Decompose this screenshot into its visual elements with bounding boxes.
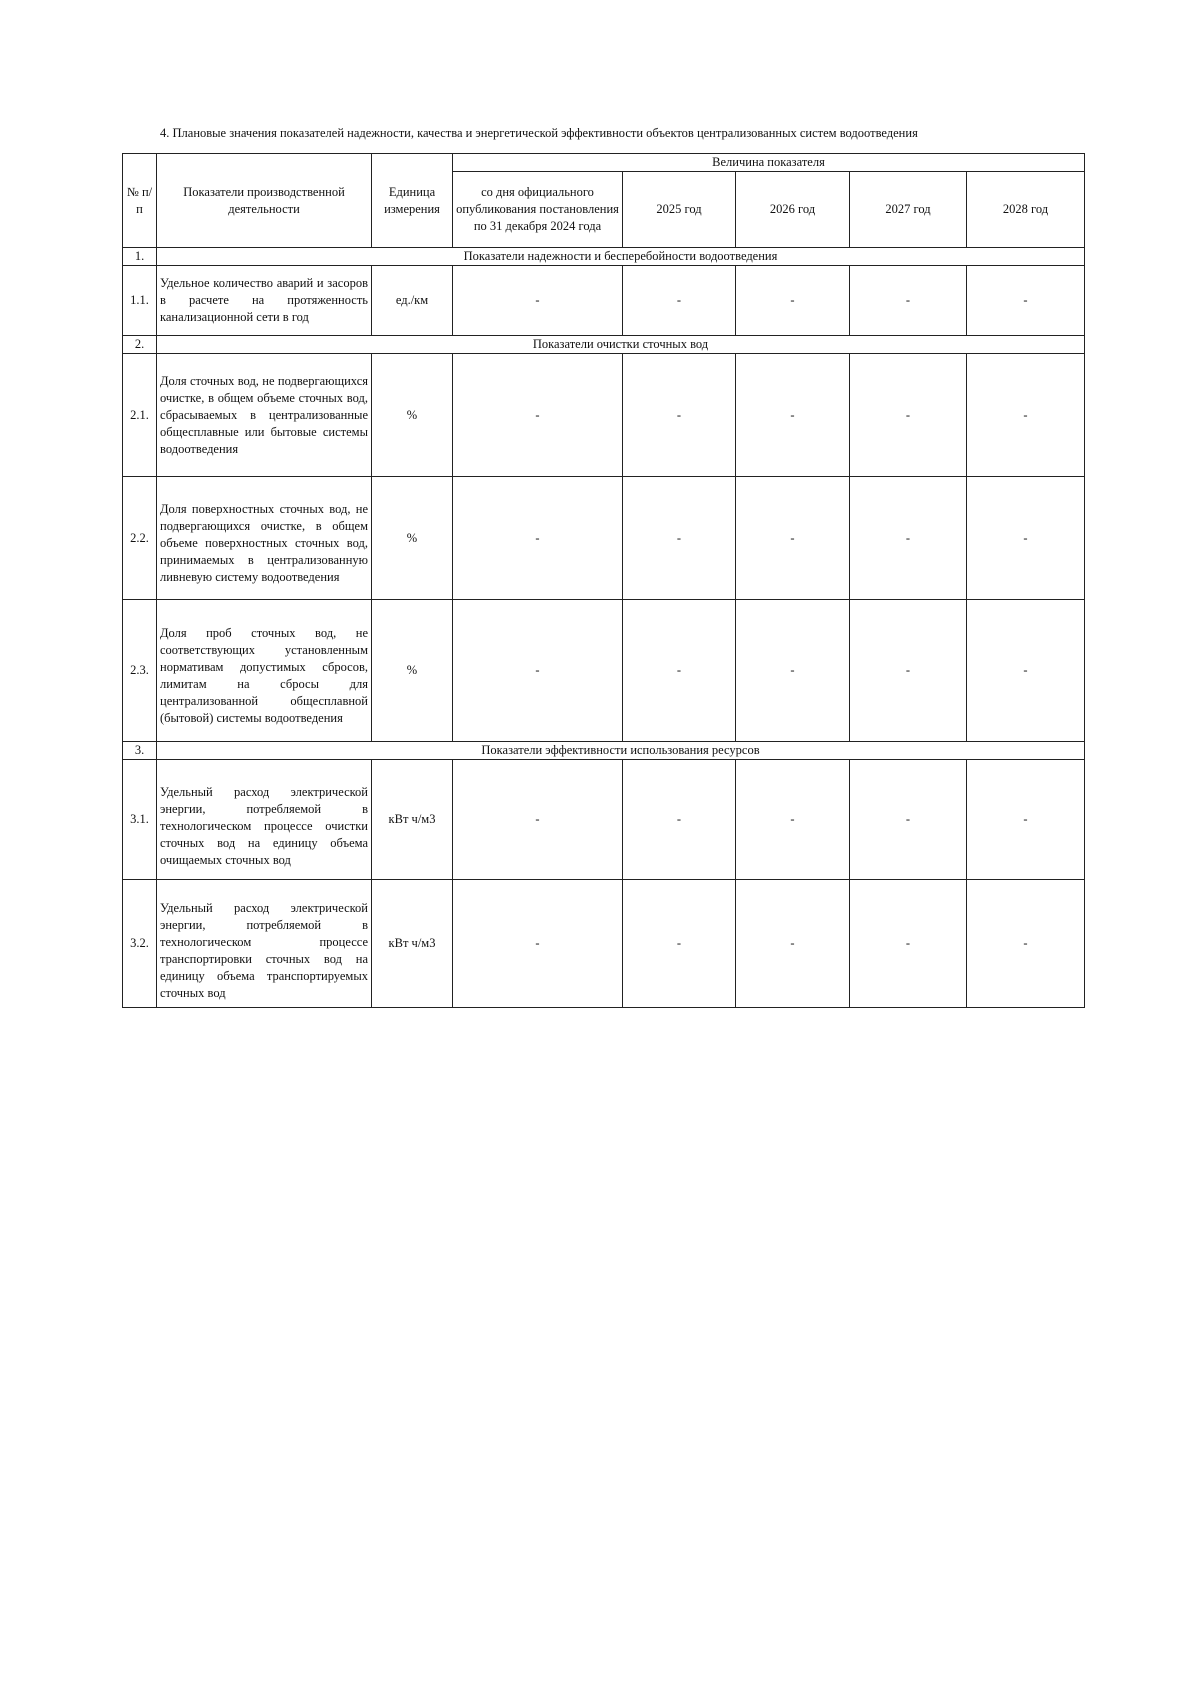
row-value: - (736, 477, 850, 600)
row-value: - (736, 600, 850, 742)
row-name: Доля поверхностных сточных вод, не подвергающихся очистке, в общем объеме поверхностных сточных вод, принимаемых в централизованную ливневую систему водоотведения (157, 477, 372, 600)
row-value: - (850, 760, 967, 880)
header-unit: Единица измерения (372, 154, 453, 248)
row-value: - (850, 266, 967, 336)
row-unit: % (372, 600, 453, 742)
row-unit: кВт ч/м3 (372, 880, 453, 1008)
section-row (123, 742, 1085, 760)
header-year-2027: 2027 год (850, 172, 967, 248)
row-num: 3.2. (123, 880, 157, 1008)
row-value: - (850, 354, 967, 477)
row-value: - (736, 760, 850, 880)
table-row (123, 600, 1085, 742)
row-value: - (850, 477, 967, 600)
header-indicator: Показатели производственной деятельности (157, 154, 372, 248)
row-unit: % (372, 477, 453, 600)
section-num: 3. (123, 742, 157, 760)
row-num: 3.1. (123, 760, 157, 880)
header-year-2026: 2026 год (736, 172, 850, 248)
row-value: - (623, 760, 736, 880)
header-year-2025: 2025 год (623, 172, 736, 248)
row-value: - (623, 266, 736, 336)
header-period-base: со дня официального опубликования постановления по 31 декабря 2024 года (453, 172, 623, 248)
header-year-2028: 2028 год (967, 172, 1085, 248)
row-name: Доля сточных вод, не подвергающихся очистке, в общем объеме сточных вод, сбрасываемых в централизованные общесплавные или бытовые системы водоотведения (157, 354, 372, 477)
row-value: - (736, 266, 850, 336)
row-unit: кВт ч/м3 (372, 760, 453, 880)
section-num: 2. (123, 336, 157, 354)
table-row (123, 477, 1085, 600)
row-name: Удельный расход электрической энергии, потребляемой в технологическом процессе очистки сточных вод на единицу объема очищаемых сточных вод (157, 760, 372, 880)
row-name: Удельное количество аварий и засоров в расчете на протяженность канализационной сети в год (157, 266, 372, 336)
row-num: 2.2. (123, 477, 157, 600)
table-row (123, 266, 1085, 336)
row-value: - (623, 354, 736, 477)
section-num: 1. (123, 248, 157, 266)
row-value: - (967, 477, 1085, 600)
row-value: - (453, 600, 623, 742)
section-title: Показатели эффективности использования ресурсов (157, 742, 1085, 760)
header-value-group: Величина показателя (453, 154, 1085, 172)
row-value: - (850, 600, 967, 742)
section-title: Показатели надежности и бесперебойности водоотведения (157, 248, 1085, 266)
row-value: - (453, 477, 623, 600)
row-unit: ед./км (372, 266, 453, 336)
row-value: - (736, 880, 850, 1008)
row-value: - (967, 354, 1085, 477)
header-row (123, 154, 1085, 172)
row-value: - (453, 760, 623, 880)
table-row (123, 760, 1085, 880)
section-row (123, 248, 1085, 266)
row-unit: % (372, 354, 453, 477)
row-value: - (967, 880, 1085, 1008)
row-num: 1.1. (123, 266, 157, 336)
table-row (123, 880, 1085, 1008)
row-value: - (623, 880, 736, 1008)
section-title: Показатели очистки сточных вод (157, 336, 1085, 354)
row-value: - (967, 266, 1085, 336)
row-value: - (967, 600, 1085, 742)
row-value: - (623, 477, 736, 600)
row-value: - (453, 266, 623, 336)
header-num: № п/п (123, 154, 157, 248)
row-value: - (967, 760, 1085, 880)
table-row (123, 354, 1085, 477)
row-value: - (850, 880, 967, 1008)
section-row (123, 336, 1085, 354)
row-num: 2.3. (123, 600, 157, 742)
indicators-table (122, 153, 1085, 1008)
row-value: - (623, 600, 736, 742)
row-value: - (736, 354, 850, 477)
page-title: 4. Плановые значения показателей надежности, качества и энергетической эффективности объектов централизованных систем водоотведения (160, 126, 918, 140)
row-name: Доля проб сточных вод, не соответствующих установленным нормативам допустимых сбросов, лимитам на сбросы для централизованной общесплавной (бытовой) системы водоотведения (157, 600, 372, 742)
row-value: - (453, 880, 623, 1008)
row-value: - (453, 354, 623, 477)
row-num: 2.1. (123, 354, 157, 477)
row-name: Удельный расход электрической энергии, потребляемой в технологическом процессе транспортировки сточных вод на единицу объема транспортируемых сточных вод (157, 880, 372, 1008)
